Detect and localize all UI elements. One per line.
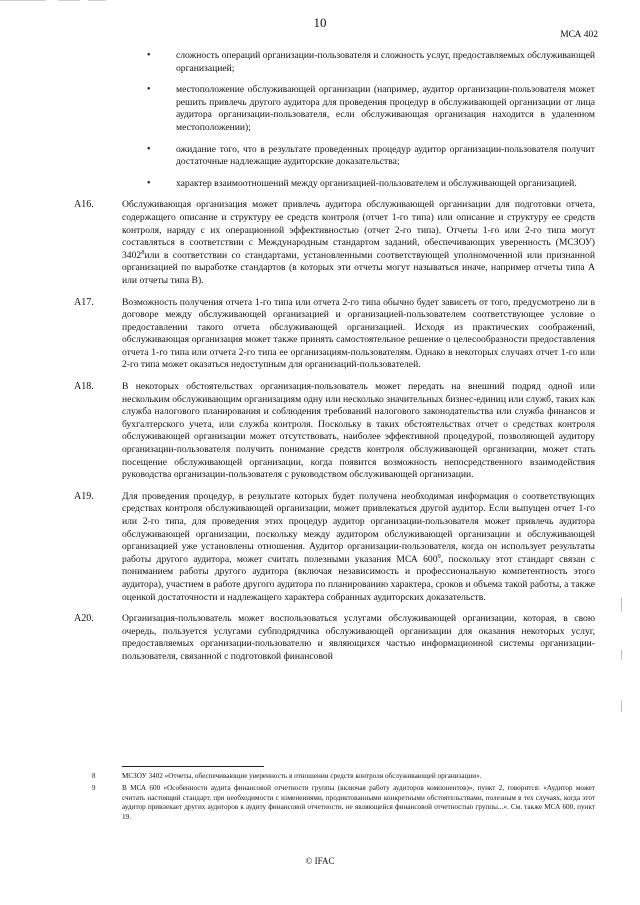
paragraph-a17 [74, 296, 595, 373]
standard-code: МСА 402 [560, 30, 598, 40]
scan-edge-line [88, 0, 106, 1]
paragraph-text: Возможность получения отчета 1-го типа или отчета 2-го типа обычно будет зависеть от того, предусмотрено ли в договоре между обслуживающей организацией и организацией-пользователем соответствующее условие о предоставлении такого отчета обслуживающей организацией. Исходя из практических соображений, обслуживающая организация может также принять самостоятельное решение о целесообразности предоставления отчета 1-го типа или отчета 2-го типа ее организациям-пользователям. Однако в некоторых случаях отчет 1-го или 2-го типа может оказаться недоступным для организаций-пользователей. [122, 296, 595, 371]
paragraph-number: A18. [74, 381, 94, 393]
scan-edge-mark [621, 700, 622, 712]
bullet-item [122, 144, 595, 169]
paragraph-a18 [74, 381, 595, 482]
scan-edge-mark [621, 650, 622, 660]
paragraph-a19 [74, 490, 596, 604]
scan-edge-mark [621, 598, 622, 612]
footnote-text: В МСА 600 «Особенности аудита финансовой отчетности группы (включая работу аудиторов компонентов)», пункт 2, говорится: «Аудитор может считать настоящий стандарт, при необходимости с изменениями, продиктованными конкретными обстоятельствами, полезным в тех случаях, когда этот аудитор привлекает других аудиторов к аудиту финансовой отчетности, не являющейся финансовой отчетностью группы...». См. также МСА 600, пункт 19. [122, 784, 595, 821]
footnote-8 [92, 772, 595, 781]
copyright-footer: © IFAC [305, 856, 335, 866]
paragraph-text: Организация-пользователь может воспользоваться услугами обслуживающей организации, которая, в свою очередь, пользуется услугами субподрядчика обслуживающей организации для оказания некоторых услуг, предоставляемых организации-пользователю и являющихся частью информационной системы организации-пользователя, связанной с подготовкой финансовой [122, 613, 595, 662]
paragraph-number: A19. [74, 490, 94, 502]
bullet-mark: • [147, 84, 151, 96]
bullet-mark: • [147, 143, 151, 155]
footnote-ref[interactable]: 8 [141, 248, 145, 256]
footnote-ref[interactable]: 9 [437, 552, 441, 560]
footnotes [92, 772, 595, 825]
paragraph-text: В некоторых обстоятельствах организация-пользователь может передать на внешний подряд одной или нескольким обслуживающим организациям одну или несколько значительных бизнес-единиц или служб, таких как служба налогового планирования и соблюдения требований налогового законодательства или служба финансов и бухгалтерского учета, или служба контроля. Поскольку в таких обстоятельствах отчет о средствах контроля обслуживающей организации может отсутствовать, наиболее эффективной процедурой, позволяющей аудитору организации-пользователя получить понимание средств контроля обслуживающей организации, может стать посещение обслуживающей организации, когда появится возможность непосредственного взаимодействия руководства организации-пользователя с руководством обслуживающей организации. [122, 381, 595, 481]
paragraph-text: Обслуживающая организация может привлечь аудитора обслуживающей организации для подготовки отчета, содержащего описание и структуру ее средств контроля (отчет 1-го типа) или описание и структуру ее средств контроля, наряду с их операционной эффективностью (отчет 2-го типа). Отчеты 1-го или 2-го типа могут составляться в соответствии с Международным стандартом заданий, обеспечивающих уверенность (МСЗОУ) 3402 [122, 199, 595, 261]
footnote-number: 8 [92, 772, 96, 780]
paragraph-text: Для проведения процедур, в результате которых будет получена необходимая информация о соответствующих средствах контроля обслуживающей организации, может привлекаться другой аудитор. Если выпущен отчет 1-го или 2-го типа, для проведения этих процедур аудитор организации-пользователя может привлечь аудитора обслуживающей организации, поскольку между аудитором обслуживающей организации и обслуживающей организацией уже установлены отношения. Аудитор организации-пользователя, когда он использует результаты работы другого аудитора, может считать полезными указания МСА 600 [122, 490, 595, 565]
footnote-9 [92, 784, 595, 822]
bullet-item [122, 178, 595, 191]
footnote-divider [122, 766, 264, 767]
bullet-mark: • [147, 177, 151, 189]
paragraph-number: A17. [74, 296, 94, 308]
bullet-item [122, 84, 595, 134]
bullet-mark: • [147, 50, 151, 61]
paragraph-a16 [74, 199, 595, 287]
bullet-item [122, 50, 595, 75]
footnote-number: 9 [92, 784, 96, 793]
paragraph-text-continued: , поскольку этот стандарт связан с пониманием работы другого аудитора (включая независимость и профессиональную компетентность этого аудитора), участием в работе другого аудитора по планированию характера, сроков и объема такой работы, а также оценкой достаточности и надлежащего характера собранных аудиторских доказательств. [122, 553, 596, 603]
paragraph-a20 [74, 613, 595, 663]
bullet-text: сложность операций организации-пользователя и сложность услуг, предоставляемых обслуживающей организацией; [176, 50, 595, 74]
bullet-list [122, 50, 595, 190]
bullet-text: ожидание того, что в результате проведенных процедур аудитор организации-пользователя получит достаточные надлежащие аудиторские доказательства; [176, 143, 595, 168]
bullet-text: характер взаимоотношений между организацией-пользователем и обслуживающей организацией. [176, 177, 577, 189]
scan-edge-line [0, 0, 46, 1]
paragraph-number: A16. [74, 199, 94, 211]
page-number: 10 [313, 15, 327, 30]
bullet-text: местоположение обслуживающей организации (например, аудитор организации-пользователя может решить привлечь другого аудитора для проведения процедур в обслуживающей организации от лица аудитора организации-пользователя, если обслуживающая организация находится в удаленном местоположении); [176, 84, 595, 133]
scan-edge-line [58, 0, 80, 1]
footnote-text: МСЗОУ 3402 «Отчеты, обеспечивающие уверенность в отношении средств контроля обслуживающей организации». [122, 772, 482, 780]
paragraph-number: A20. [74, 613, 94, 625]
main-content [74, 50, 596, 673]
paragraph-text-continued: или в соответствии со стандартами, установленными соответствующей уполномоченной или признанной организацией по выработке стандартов (в которых эти отчеты могут называться иначе, например отчеты типа А или отчеты типа В). [122, 249, 595, 286]
